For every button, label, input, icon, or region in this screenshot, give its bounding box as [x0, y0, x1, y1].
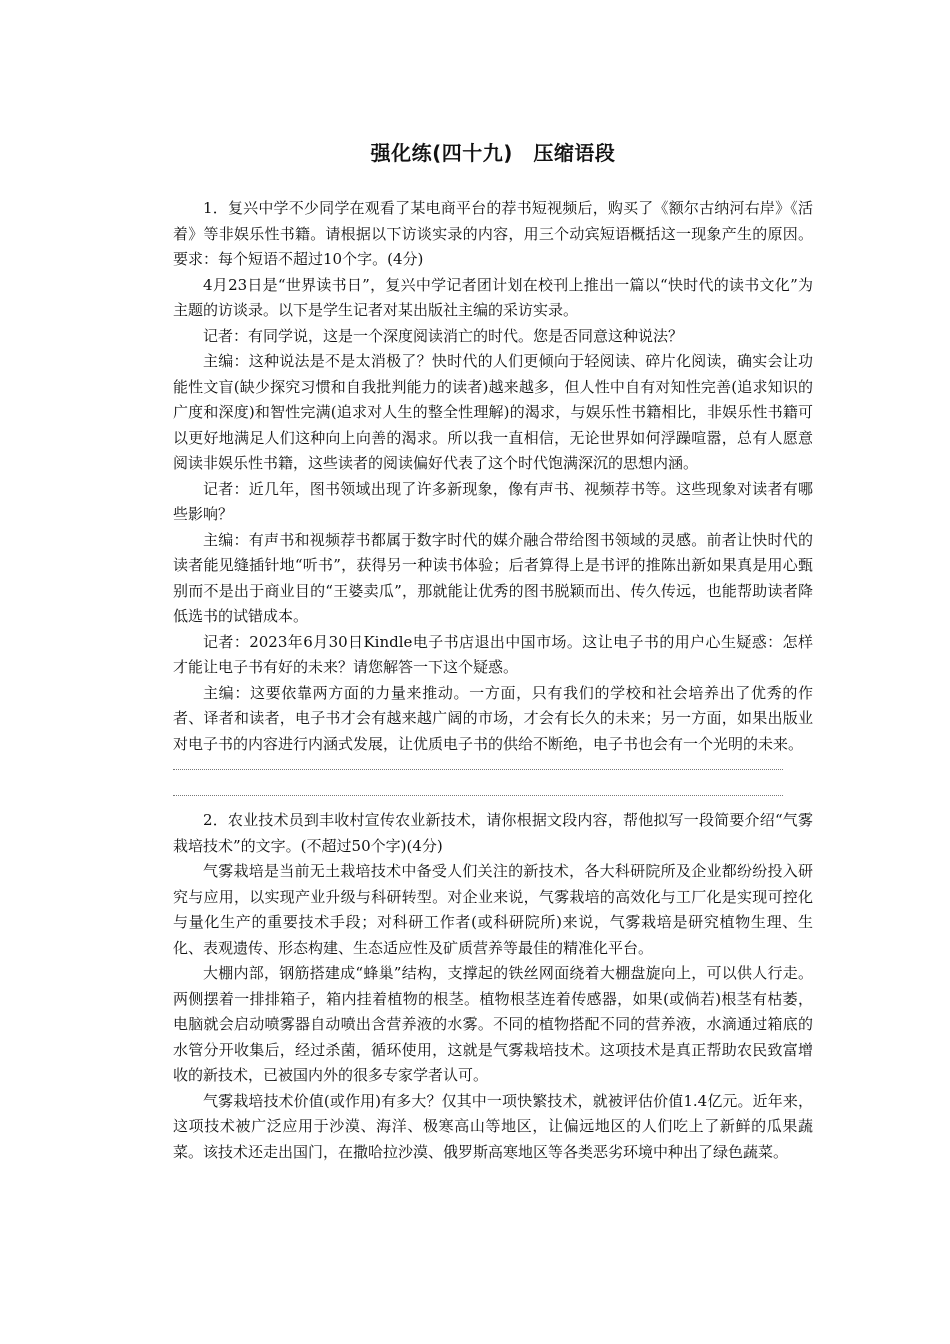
interview-line: 主编：有声书和视频荐书都属于数字时代的媒介融合带给图书领域的灵感。前者让快时代的读者能见缝插针地“听书”，获得另一种读书体验；后者算得上是书评的推陈出新如果真是用心甄别而不是出于商业目的“王婆卖瓜”，那就能让优秀的图书脱颖而出、传久传远，也能帮助读者降低选书的试错成本。	[173, 530, 813, 625]
interview-line: 主编：这要依靠两方面的力量来推动。一方面，只有我们的学校和社会培养出了优秀的作者、译者和读者，电子书才会有越来越广阔的市场，才会有长久的未来；另一方面，如果出版业对电子书的内容进行内涵式发展，让优质电子书的供给不断绝，电子书也会有一个光明的未来。	[173, 683, 813, 753]
worksheet-page	[173, 140, 813, 1165]
interview-line: 记者：近几年，图书领域出现了许多新现象，像有声书、视频荐书等。这些现象对读者有哪些影响？	[173, 479, 813, 523]
answer-line	[173, 769, 783, 770]
question-1	[173, 196, 813, 796]
interview-line: 主编：这种说法是不是太消极了？快时代的人们更倾向于轻阅读、碎片化阅读，确实会让功能性文盲(缺少探究习惯和自我批判能力的读者)越来越多，但人性中自有对知性完善(追求知识的广度和深度)和智性完满(追求对人生的整全性理解)的渴求，与娱乐性书籍相比，非娱乐性书籍可以更好地满足人们这种向上向善的渴求。所以我一直相信，无论世界如何浮躁喧嚣，总有人愿意阅读非娱乐性书籍，这些读者的阅读偏好代表了这个时代饱满深沉的思想内涵。	[173, 352, 813, 472]
answer-area[interactable]	[173, 769, 813, 796]
question-2	[173, 808, 813, 1165]
passage-paragraph: 大棚内部，钢筋搭建成“蜂巢”结构，支撑起的铁丝网面绕着大棚盘旋向上，可以供人行走。两侧摆着一排排箱子，箱内挂着植物的根茎。植物根茎连着传感器，如果(或倘若)根茎有枯萎，电脑就会启动喷雾器自动喷出含营养液的水雾。不同的植物搭配不同的营养液，水滴通过箱底的水管分开收集后，经过杀菌，循环使用，这就是气雾栽培技术。这项技术是真正帮助农民致富增收的新技术，已被国内外的很多专家学者认可。	[173, 964, 813, 1084]
interview-line: 记者：2023年6月30日Kindle电子书店退出中国市场。这让电子书的用户心生疑惑：怎样才能让电子书有好的未来？请您解答一下这个疑惑。	[173, 632, 813, 676]
passage-paragraph: 气雾栽培是当前无土栽培技术中备受人们关注的新技术，各大科研院所及企业都纷纷投入研究与应用，以实现产业升级与科研转型。对企业来说，气雾栽培的高效化与工厂化是实现可控化与量化生产的重要技术手段；对科研工作者(或科研院所)来说，气雾栽培是研究植物生理、生化、表观遗传、形态构建、生态适应性及矿质营养等最佳的精准化平台。	[173, 862, 813, 957]
interview-line: 记者：有同学说，这是一个深度阅读消亡的时代。您是否同意这种说法？	[203, 326, 684, 345]
page-title: 强化练(四十九) 压缩语段	[370, 141, 616, 165]
question-1-prompt: 1．复兴中学不少同学在观看了某电商平台的荐书短视频后，购买了《额尔古纳河右岸》《活着》等非娱乐性书籍。请根据以下访谈实录的内容，用三个动宾短语概括这一现象产生的原因。要求：每个短语不超过10个字。(4分)	[173, 199, 813, 268]
passage-paragraph: 气雾栽培技术价值(或作用)有多大？仅其中一项快繁技术，就被评估价值1.4亿元。近年来，这项技术被广泛应用于沙漠、海洋、极寒高山等地区，让偏远地区的人们吃上了新鲜的瓜果蔬菜。该技术还走出国门，在撒哈拉沙漠、俄罗斯高寒地区等各类恶劣环境中种出了绿色蔬菜。	[173, 1091, 813, 1161]
passage-paragraph: 4月23日是“世界读书日”，复兴中学记者团计划在校刊上推出一篇以“快时代的读书文化”为主题的访谈录。以下是学生记者对某出版社主编的采访实录。	[173, 275, 813, 319]
question-2-prompt: 2．农业技术员到丰收村宣传农业新技术，请你根据文段内容，帮他拟写一段简要介绍“气雾栽培技术”的文字。(不超过50个字)(4分)	[173, 811, 813, 855]
answer-line	[173, 795, 783, 796]
